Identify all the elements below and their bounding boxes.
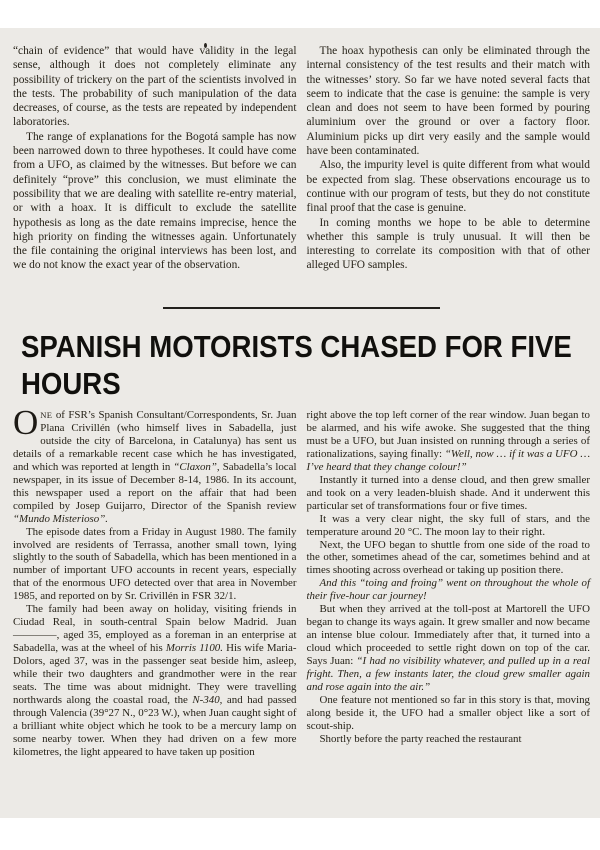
paragraph: [307, 158, 591, 215]
paragraph: [307, 44, 591, 158]
article-headline: [21, 329, 596, 402]
text-segment-normal: Sabadella’s local newspaper, in its issue of December 8-14, 1986. In its account, this newspaper used a report on the affair that had been compiled by Josep Guijarro, Director of the Spanish review: [13, 460, 297, 512]
paragraph: [307, 694, 591, 733]
article-right-column: [307, 409, 591, 759]
paper-background: [0, 28, 600, 818]
text-segment-italic: “Well, now … if it was a UFO … I’ve heard that they change colour!”: [306, 447, 590, 473]
text-segment-normal: The hoax hypothesis can only be eliminated through the internal consistency of the test results and their match with the witnesses’ story. So far we have noted several facts that seem to indicate that the case is genuine: the sample is very clean and does not seem to have been formed by pouring aluminium over the ground or over a factory floor. Aluminium picks up dirt very easily and the sample would have been contaminated.: [306, 45, 590, 158]
paragraph: [307, 216, 591, 273]
text-segment-normal: “chain of evidence” that would have validity in the legal sense, although it does not completely eliminate any possibility of trickery on the part of the scientists involved in the tests. The probability of such manipulation of the data decreases, of course, as the tests are repeated by independent laboratories.: [13, 45, 297, 129]
text-segment-italic: Morris 1100.: [165, 642, 223, 655]
text-segment-italic: And this “toing and froing” went on throughout the whole of their five-hour car journey!: [306, 577, 590, 603]
top-right-column: [307, 44, 591, 273]
headline-line-2: HOURS: [21, 365, 121, 401]
text-segment-italic: “Mundo Misterioso”.: [13, 512, 109, 525]
text-segment-normal: right above the top left corner of the rear window. Juan began to be alarmed, and his wife awoke. She suggested that the thing must be a UFO, but Juan insisted on running through a series of rationalizations, saying finally:: [306, 409, 590, 460]
text-segment-normal: Also, the impurity level is quite different from what would be expected from slag. These observations encourage us to continue with our program of tests, but they do not constitute final proof that the case is genuine.: [306, 159, 590, 215]
text-segment-normal: and had passed through Valencia (39°27 N., 0°23 W.), when Juan caught sight of a brilliant white object which he took to be a mercury lamp on some nearby tower. When they had driven on a few more kilometres, the light appeared to have taken up position: [13, 693, 297, 758]
headline-line-1: SPANISH MOTORISTS CHASED FOR FIVE: [21, 329, 572, 364]
article-body: [13, 403, 590, 759]
text-segment-normal: It was a very clear night, the sky full of stars, and the temperature around 20 °C. The moon lay to their right.: [306, 512, 590, 538]
article-left-column: [13, 403, 297, 759]
paragraph: [13, 44, 297, 130]
text-segment-italic: N-340,: [192, 693, 223, 706]
text-segment-normal: In coming months we hope to be able to determine whether this sample is truly unusual. It will then be interesting to correlate its composition with that of other alleged UFO samples.: [306, 216, 590, 272]
paragraph: [13, 526, 297, 604]
paragraph: [307, 733, 591, 746]
text-segment-dropcap: O: [13, 403, 39, 442]
paragraph: [307, 577, 591, 603]
paragraph: [307, 539, 591, 578]
paragraph: [13, 403, 297, 526]
text-segment-normal: Next, the UFO began to shuttle from one side of the road to the other, sometimes ahead of the car, sometimes behind and at times shooting across overhead or taking up position there.: [306, 538, 590, 577]
text-segment-normal: The family had been away on holiday, visiting friends in Ciudad Real, in south-central Spain below Madrid. Juan ————, aged 35, employed as a foreman in an enterprise at Sabadella, was at the wheel of his: [13, 603, 297, 655]
text-segment-italic: “I had no visibility whatever, and pulled up in a real fright. Then, a few instants later, the cloud grew smaller again and rose again into the air.”: [306, 655, 590, 694]
text-segment-normal: Instantly it turned into a dense cloud, and then grew smaller and took on a very leaden-bluish shade. And it underwent this particular set of transformations four or five times.: [306, 473, 590, 512]
paragraph: [307, 409, 591, 474]
paragraph: [307, 474, 591, 513]
section-divider-rule: [163, 307, 440, 309]
text-segment-smallcaps: NE: [40, 410, 53, 420]
text-segment-normal: The range of explanations for the Bogotá sample has now been narrowed down to three hypotheses. It could have come from a UFO, as claimed by the witnesses. But before we can definitely “prove” this conclusion, we must eliminate the possibility that we are dealing with satellite re-entry material, or with a hoax. It is difficult to exclude the satellite hypothesis as long as the date remains imprecise, hence the high priority on finding the witnesses again. Unfortunately the file containing the original interviews has been lost, and we do not know the exact year of the observation.: [13, 130, 297, 272]
text-segment-normal: Shortly before the party reached the restaurant: [319, 732, 522, 745]
text-segment-normal: The episode dates from a Friday in August 1980. The family involved are residents of Terrassa, another small town, lying slightly to the south of Sabadella, which has been mentioned in a number of important UFO accounts in recent years, especially that of the enormous UFO detected over that area in November 1985, and reported on by Sr. Crivillén in FSR 32/1.: [13, 525, 297, 603]
paragraph: [13, 130, 297, 273]
text-segment-normal: One feature not mentioned so far in this story is that, moving along beside it, the UFO had a smaller object like a sort of scout-ship.: [306, 693, 590, 732]
text-segment-normal: His wife Maria-Dolors, aged 37, was in the passenger seat beside him, asleep, while their two daughters and grandmother were in the rear seats. The time was about midnight. They were travelling northwards along the coastal road, the: [13, 642, 297, 706]
text-segment-normal: of FSR’s Spanish Consultant/Correspondents, Sr. Juan Plana Crivillén (who himself lives in Sabadella, just outside the city of Barcelona, in Catalunya) has sent us details of a remarkable recent case which he has investigated, and which was reported at length in: [13, 409, 297, 473]
paragraph: [307, 513, 591, 539]
top-left-column: [13, 44, 297, 273]
text-segment-normal: But when they arrived at the toll-post at Martorell the UFO began to change its ways again. It grew smaller and now became an intense blue colour. Immediately after that, it turned into a cloud which proceeded to settle right down on top of the car. Says Juan:: [306, 603, 590, 668]
previous-article-continuation: [13, 44, 590, 273]
paragraph: [13, 603, 297, 758]
text-segment-italic: “Claxon”,: [173, 460, 220, 473]
paragraph: [307, 603, 591, 694]
